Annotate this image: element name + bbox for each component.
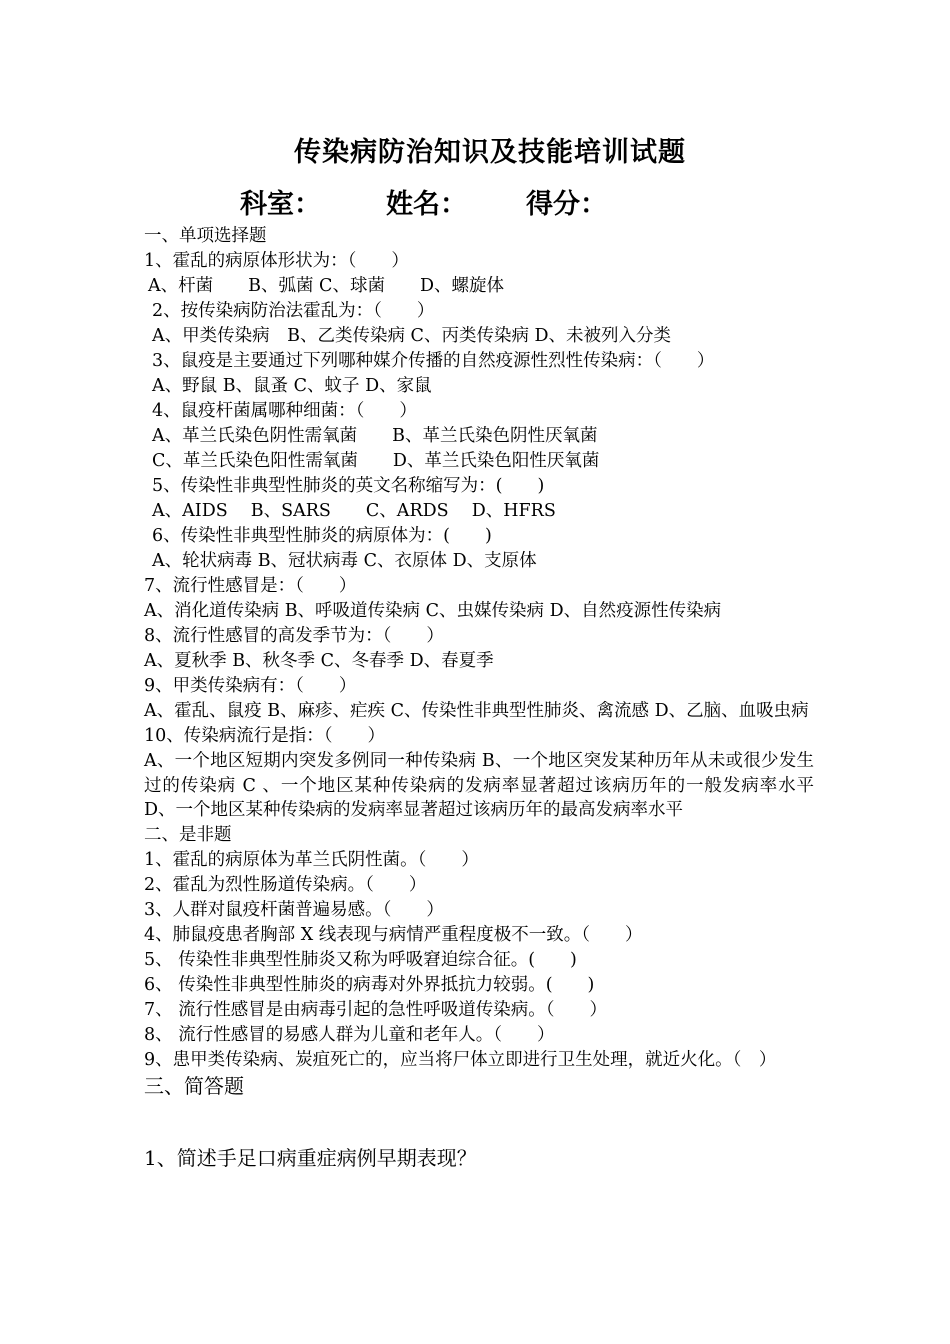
options-line: A、甲类传染病 B、乙类传染病 C、丙类传染病 D、未被列入分类	[152, 326, 672, 346]
tf-question-line: 1、霍乱的病原体为革兰氏阴性菌。（ ）	[144, 849, 479, 870]
options-line: A、AIDS B、SARS C、ARDS D、HFRS	[152, 501, 556, 521]
question-line: 3、鼠疫是主要通过下列哪种媒介传播的自然疫源性烈性传染病：（ ）	[152, 351, 715, 371]
tf-question-line: 3、人群对鼠疫杆菌普遍易感。（ ）	[144, 899, 444, 920]
options-line: A、消化道传染病 B、呼吸道传染病 C、虫媒传染病 D、自然疫源性传染病	[144, 601, 722, 621]
tf-question-line: 8、 流行性感冒的易感人群为儿童和老年人。（ ）	[144, 1024, 555, 1045]
name-label: 姓名：	[386, 189, 467, 220]
tf-question-line: 4、肺鼠疫患者胸部 X 线表现与病情严重程度极不一致。（ ）	[144, 924, 643, 945]
options-line: A、夏秋季 B、秋冬季 C、冬春季 D、春夏季	[144, 651, 494, 671]
options-line: A、杆菌 B、弧菌 C、球菌 D、螺旋体	[148, 276, 504, 296]
section-heading-true-false: 二、是非题	[144, 824, 232, 845]
section-heading-short-answer: 三、简答题	[144, 1073, 244, 1098]
tf-question-line: 6、 传染性非典型性肺炎的病毒对外界抵抗力较弱。( )	[144, 974, 595, 995]
question-line: 8、流行性感冒的高发季节为：（ ）	[144, 626, 444, 646]
exam-body	[144, 224, 814, 1099]
options-line: C、革兰氏染色阳性需氧菌 D、革兰氏染色阳性厌氧菌	[152, 451, 600, 471]
options-line: A、霍乱、鼠疫 B、麻疹、疟疾 C、传染性非典型性肺炎、禽流感 D、乙脑、血吸虫病	[144, 701, 809, 721]
tf-question-line: 9、患甲类传染病、炭疽死亡的，应当将尸体立即进行卫生处理，就近火化。（ ）	[144, 1049, 777, 1070]
question-line: 10、传染病流行是指：（ ）	[144, 726, 386, 746]
page-title: 传染病防治知识及技能培训试题	[294, 137, 686, 168]
question-line: 9、甲类传染病有：（ ）	[144, 676, 357, 696]
question-line: 1、霍乱的病原体形状为：（ ）	[144, 251, 409, 271]
question-line: 2、按传染病防治法霍乱为：（ ）	[152, 301, 435, 321]
tf-question-line: 7、 流行性感冒是由病毒引起的急性呼吸道传染病。（ ）	[144, 999, 607, 1020]
question-line: 5、传染性非典型性肺炎的英文名称缩写为：( )	[152, 476, 545, 496]
dept-label: 科室：	[240, 189, 321, 220]
question-line: 6、传染性非典型性肺炎的病原体为：( )	[152, 526, 492, 546]
question-line: 7、流行性感冒是：（ ）	[144, 576, 357, 596]
options-line: A、轮状病毒 B、冠状病毒 C、衣原体 D、支原体	[152, 551, 537, 571]
options-line: A、野鼠 B、鼠蚤 C、蚊子 D、家鼠	[152, 376, 432, 396]
tf-question-line: 5、 传染性非典型性肺炎又称为呼吸窘迫综合征。( )	[144, 949, 577, 970]
short-answer-question: 1、简述手足口病重症病例早期表现？	[144, 1146, 477, 1170]
q10-options-paragraph: A、一个地区短期内突发多例同一种传染病 B、一个地区突发某种历年从未或很少发生过的传染病 C 、一个地区某种传染病的发病率显著超过该病历年的一般发病率水平 D、一个地区某种传染病的发病率显著超过该病历年的最高发病率水平	[144, 751, 814, 820]
question-line: 4、鼠疫杆菌属哪种细菌：（ ）	[152, 401, 417, 421]
tf-question-line: 2、霍乱为烈性肠道传染病。（ ）	[144, 874, 427, 895]
section-heading-single-choice: 一、单项选择题	[144, 226, 267, 246]
score-label: 得分：	[526, 189, 607, 220]
options-line: A、革兰氏染色阴性需氧菌 B、革兰氏染色阴性厌氧菌	[152, 426, 598, 446]
